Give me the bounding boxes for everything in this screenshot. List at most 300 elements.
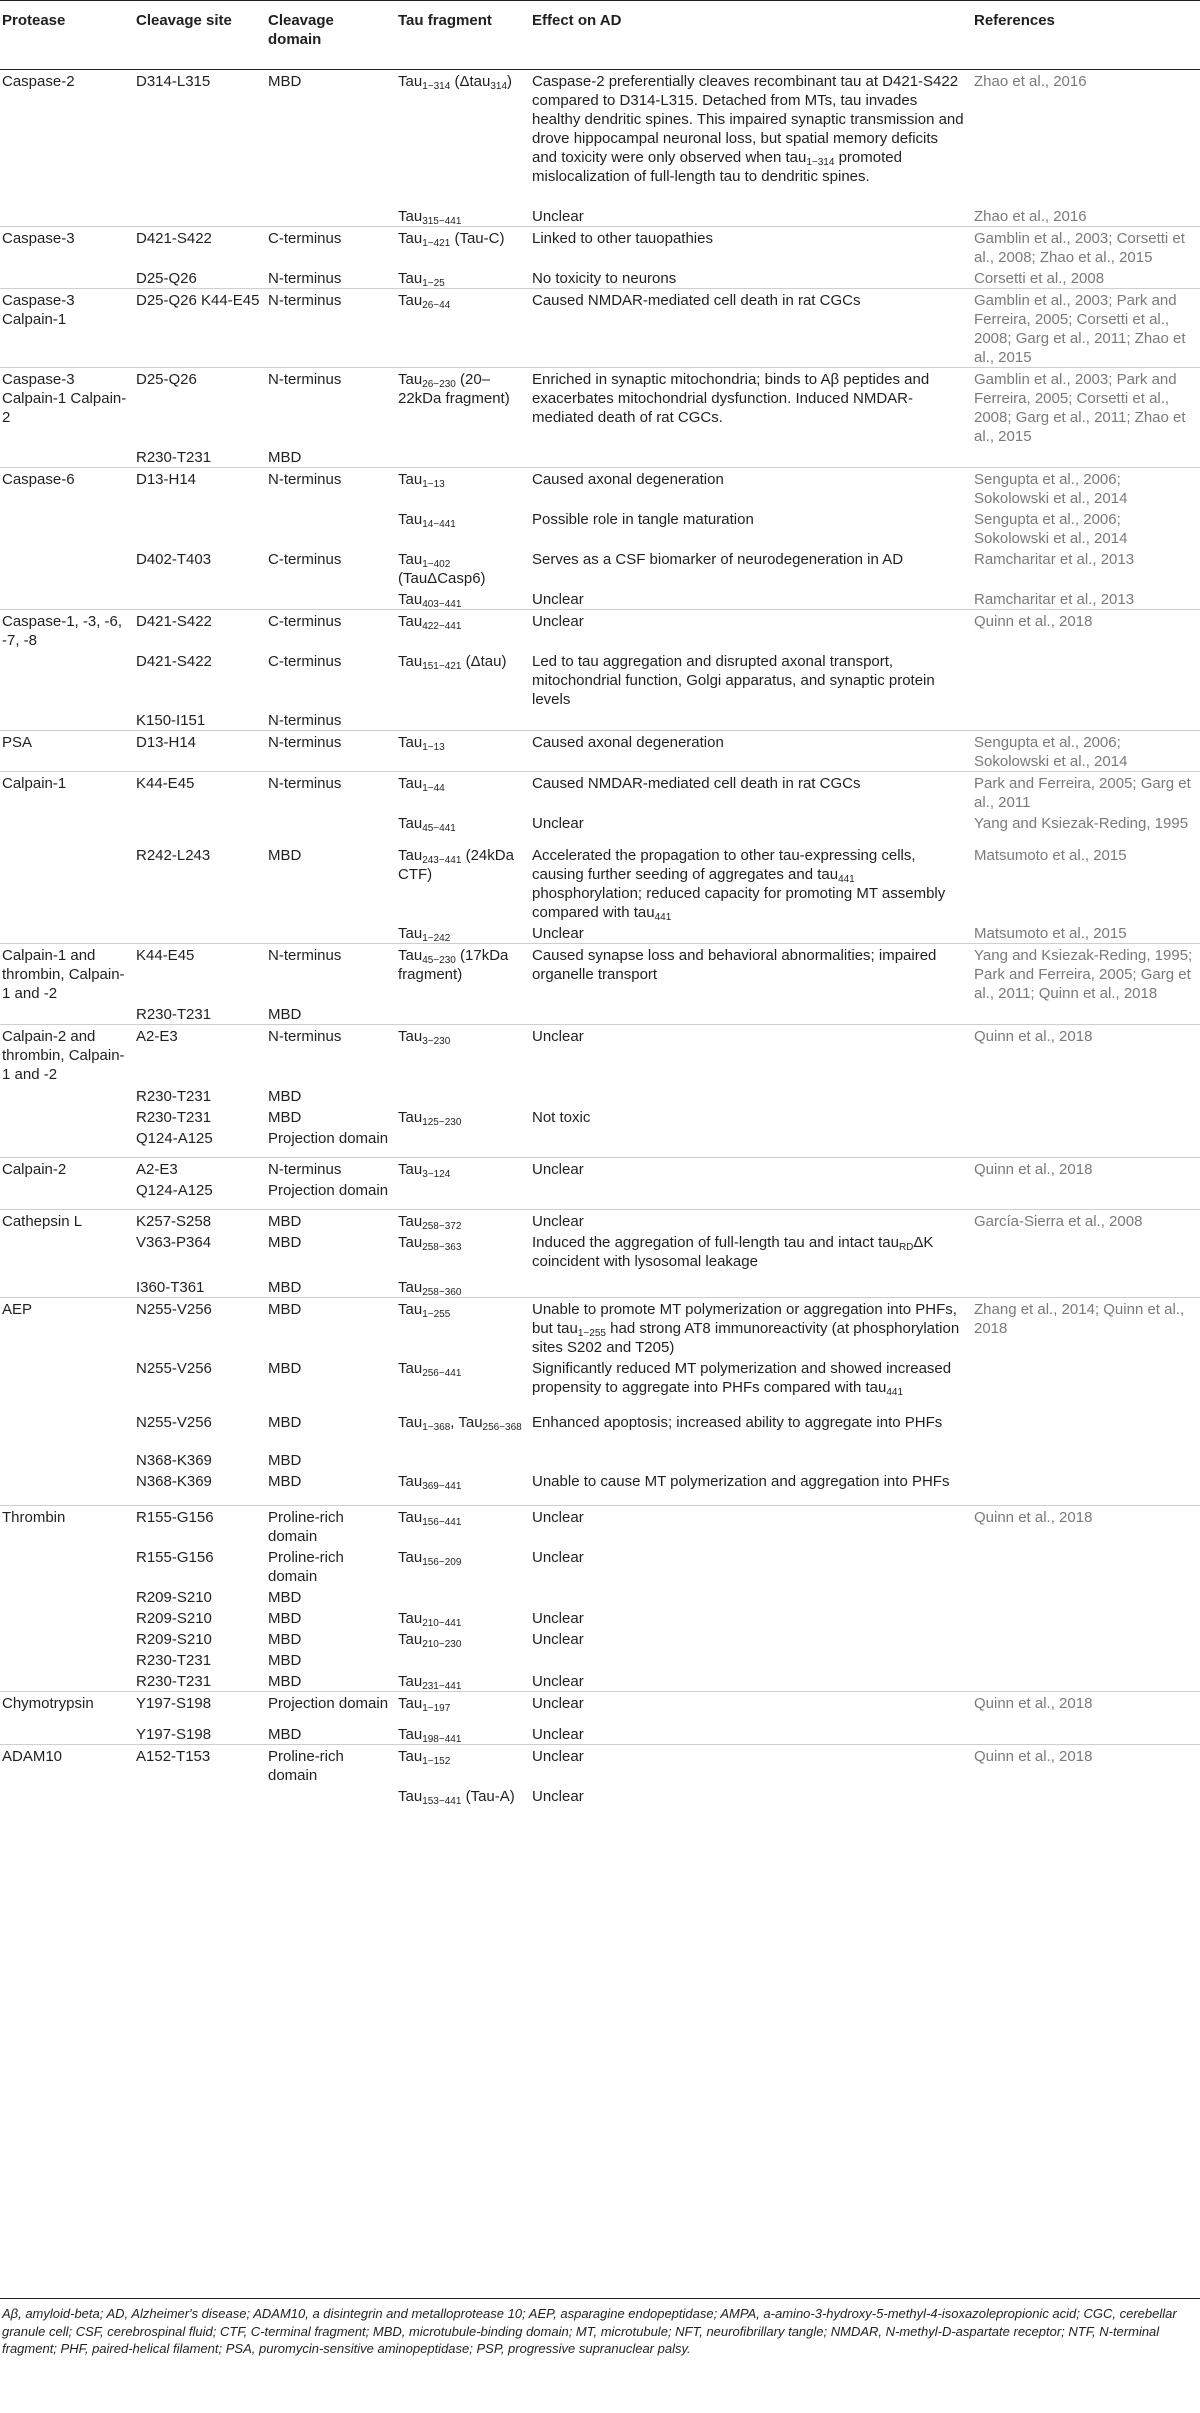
- table-row: [0, 1298, 1200, 1358]
- tau-fragment-cell: Tau$_{210-441}$: [398, 1609, 462, 1628]
- tau-fragment-cell: [394, 1127, 528, 1157]
- table-row: [0, 609, 1200, 650]
- table-row: [0, 1505, 1200, 1546]
- protease-cell: [0, 1670, 132, 1692]
- cleavage-domain-cell: Projection domain: [264, 1691, 394, 1723]
- cleavage-domain-cell: N-terminus: [264, 730, 394, 771]
- cleavage-domain-cell: Proline-rich domain: [264, 1505, 394, 1546]
- table-footnote: Aβ, amyloid-beta; AD, Alzheimer's disease; ADAM10, a disintegrin and metalloprotease 10; AEP, asparagine endopeptidase; AMPA, a-amino-3-hydroxy-5-methyl-4-isoxazolepropionic acid; CGC, cerebellar granule cell; CSF, cerebrospinal fluid; CTF, C-terminal fragment; MBD, microtubule-binding domain; MT, microtubule; NFT, neurofibrillary tangle; NMDAR, N-methyl-D-aspartate receptor; NTF, N-terminal fragment; PHF, paired-helical filament; PSA, puromycin-sensitive aminopeptidase; PSP, progressive supranuclear palsy.: [0, 2298, 1200, 2358]
- cleavage-site-cell: R230-T231: [136, 1672, 212, 1690]
- cleavage-domain-cell: MBD: [268, 1279, 302, 1296]
- effect-cell: Serves as a CSF biomarker of neurodegeneration in AD: [532, 550, 904, 568]
- table-row: [0, 588, 1200, 610]
- table-row: [0, 709, 1200, 731]
- tau-fragment-cell: Tau$_{156-209}$: [398, 1548, 462, 1568]
- cleavage-site-cell: [132, 812, 264, 844]
- reference-cell: Quinn et al., 2018: [970, 1691, 1200, 1723]
- protease-cell: [0, 1106, 132, 1127]
- cleavage-site-cell: [132, 922, 264, 944]
- protease-cell: [0, 508, 132, 548]
- header-cleavage-site: Cleavage site: [132, 1, 264, 70]
- tau-fragment-cell: Tau$_{1-152}$: [394, 1745, 528, 1786]
- reference-cell: [970, 1106, 1200, 1127]
- cleavage-domain-cell: MBD: [264, 1298, 394, 1358]
- protease-cell: Caspase-6: [0, 467, 132, 508]
- reference-cell: Quinn et al., 2018: [970, 1505, 1200, 1546]
- protease-cell: Calpain-2: [0, 1157, 132, 1179]
- reference-cell: [970, 1546, 1200, 1586]
- protease-cell: [0, 205, 132, 227]
- protease-cell: Caspase-3 Calpain-1: [0, 288, 132, 367]
- reference-cell: Matsumoto et al., 2015: [974, 924, 1127, 942]
- cleavage-site-cell: K44-E45: [132, 943, 264, 1003]
- table-row: [0, 1745, 1200, 1786]
- protease-cell: [0, 588, 132, 610]
- cleavage-domain-cell: Projection domain: [268, 1181, 389, 1199]
- reference-cell: Yang and Ksiezak-Reding, 1995; Park and Ferreira, 2005; Garg et al., 2011; Quinn et al., 2018: [970, 943, 1200, 1003]
- table-row: [0, 548, 1200, 588]
- cleavage-domain-cell: C-terminus: [264, 226, 394, 267]
- tau-fragment-cell: Tau$_{231-441}$: [398, 1672, 462, 1691]
- reference-cell: [970, 1179, 1200, 1210]
- tau-fragment-cell: Tau$_{403-441}$: [398, 590, 462, 609]
- tau-fragment-cell: Tau$_{258-372}$: [394, 1210, 528, 1232]
- cleavage-domain-cell: [264, 812, 394, 844]
- effect-cell: Unclear: [532, 1548, 584, 1566]
- tau-fragment-cell: [394, 1003, 528, 1025]
- cleavage-domain-cell: MBD: [264, 70, 394, 205]
- cleavage-site-cell: K150-I151: [136, 711, 206, 729]
- tau-fragment-cell: Tau$_{26-230}$ (20–22kDa fragment): [394, 367, 528, 446]
- cleavage-domain-cell: N-terminus: [264, 1024, 394, 1085]
- protease-cell: [0, 1723, 132, 1745]
- table-row: [0, 1649, 1200, 1670]
- cleavage-domain-cell: MBD: [268, 448, 302, 466]
- protease-cell: [0, 1546, 132, 1586]
- table-row: [0, 812, 1200, 844]
- protease-cell: [0, 1231, 132, 1276]
- cleavage-domain-cell: Proline-rich domain: [268, 1548, 344, 1585]
- cleavage-domain-cell: MBD: [268, 1672, 302, 1690]
- table-row: [0, 1470, 1200, 1505]
- reference-cell: Ramcharitar et al., 2013: [974, 590, 1135, 608]
- reference-cell: [970, 650, 1200, 709]
- tau-fragment-cell: Tau$_{153-441}$ (Tau-A): [398, 1788, 515, 1807]
- cleavage-site-cell: Y197-S198: [136, 1726, 212, 1743]
- tau-fragment-cell: Tau$_{3-124}$: [394, 1157, 528, 1179]
- reference-cell: Quinn et al., 2018: [970, 1024, 1200, 1085]
- protease-cell: [0, 267, 132, 289]
- effect-cell: Unclear: [528, 1505, 970, 1546]
- cleavage-domain-cell: MBD: [268, 846, 302, 864]
- table-row: [0, 1106, 1200, 1127]
- effect-cell: Unclear: [528, 1691, 970, 1723]
- effect-cell: Enriched in synaptic mitochondria; binds to Aβ peptides and exacerbates mitochondrial dysfunction. Induced NMDAR-mediated death of rat CGCs.: [528, 367, 970, 446]
- effect-cell: Induced the aggregation of full-length tau and intact tau$_{RD}$ΔK coincident with lysosomal leakage: [532, 1234, 934, 1270]
- cleavage-site-cell: D13-H14: [132, 730, 264, 771]
- tau-fragment-cell: Tau$_{198-441}$: [398, 1726, 462, 1745]
- table-row: [0, 467, 1200, 508]
- reference-cell: [970, 1470, 1200, 1505]
- tau-fragment-cell: Tau$_{258-363}$: [398, 1234, 462, 1253]
- tau-fragment-cell: Tau$_{422-441}$: [394, 609, 528, 650]
- protease-cell: [0, 1357, 132, 1411]
- reference-cell: Quinn et al., 2018: [970, 1157, 1200, 1179]
- effect-cell: Unclear: [532, 814, 584, 832]
- effect-cell: Not toxic: [532, 1109, 591, 1126]
- effect-cell: Linked to other tauopathies: [528, 226, 970, 267]
- protease-cell: [0, 812, 132, 844]
- tau-fragment-cell: Tau$_{1-368}$, Tau$_{256-368}$: [398, 1414, 522, 1433]
- cleavage-domain-cell: N-terminus: [268, 711, 342, 729]
- effect-cell: [528, 1649, 970, 1670]
- reference-cell: Yang and Ksiezak-Reding, 1995: [974, 814, 1189, 832]
- cleavage-site-cell: D421-S422: [132, 609, 264, 650]
- protease-cell: [0, 1586, 132, 1607]
- cleavage-domain-cell: [264, 588, 394, 610]
- protease-cell: [0, 1276, 132, 1298]
- cleavage-domain-cell: MBD: [268, 1005, 302, 1023]
- effect-cell: Caused axonal degeneration: [528, 730, 970, 771]
- tau-fragment-cell: [394, 1179, 528, 1210]
- table-row: [0, 1357, 1200, 1411]
- cleavage-site-cell: D25-Q26 K44-E45: [132, 288, 264, 367]
- reference-cell: Gamblin et al., 2003; Corsetti et al., 2008; Zhao et al., 2015: [970, 226, 1200, 267]
- cleavage-domain-cell: [264, 205, 394, 227]
- protease-cell: [0, 1628, 132, 1649]
- table-row: [0, 226, 1200, 267]
- reference-cell: [970, 1785, 1200, 1823]
- cleavage-domain-cell: Projection domain: [268, 1130, 389, 1147]
- cleavage-domain-cell: N-terminus: [264, 288, 394, 367]
- cleavage-domain-cell: C-terminus: [268, 550, 342, 568]
- table-row: [0, 1628, 1200, 1649]
- cleavage-domain-cell: MBD: [268, 1452, 302, 1469]
- cleavage-site-cell: K257-S258: [132, 1210, 264, 1232]
- effect-cell: Unclear: [532, 1609, 584, 1627]
- reference-cell: Sengupta et al., 2006; Sokolowski et al., 2014: [974, 510, 1128, 547]
- cleavage-site-cell: [132, 205, 264, 227]
- protease-cell: [0, 1085, 132, 1106]
- tau-fragment-cell: Tau$_{3-230}$: [394, 1024, 528, 1085]
- effect-cell: [528, 446, 970, 468]
- reference-cell: Zhao et al., 2016: [970, 70, 1200, 205]
- table-row: [0, 70, 1200, 205]
- cleavage-site-cell: Q124-A125: [136, 1130, 213, 1147]
- cleavage-site-cell: Q124-A125: [136, 1181, 213, 1199]
- protease-cell: [0, 1179, 132, 1210]
- cleavage-site-cell: K44-E45: [132, 771, 264, 812]
- protease-cell: Thrombin: [0, 1505, 132, 1546]
- tau-fragment-cell: Tau$_{151-421}$ (Δtau): [398, 652, 507, 672]
- cleavage-site-cell: R209-S210: [136, 1630, 212, 1648]
- cleavage-site-cell: [132, 508, 264, 548]
- reference-cell: [970, 446, 1200, 468]
- table-row: [0, 288, 1200, 367]
- protease-cell: [0, 1649, 132, 1670]
- cleavage-domain-cell: [264, 508, 394, 548]
- tau-fragment-cell: [394, 1449, 528, 1470]
- cleavage-site-cell: R209-S210: [136, 1609, 212, 1627]
- table-row: [0, 267, 1200, 289]
- effect-cell: Unclear: [532, 207, 584, 225]
- cleavage-domain-cell: N-terminus: [264, 1157, 394, 1179]
- reference-cell: [970, 1607, 1200, 1628]
- table-body: [0, 70, 1200, 1824]
- effect-cell: Unclear: [532, 1726, 584, 1743]
- table-header: [0, 1, 1200, 70]
- tau-fragment-cell: Tau$_{243-441}$ (24kDa CTF): [398, 846, 514, 883]
- header-protease: Protease: [0, 1, 132, 70]
- cleavage-site-cell: I360-T361: [136, 1279, 205, 1296]
- cleavage-site-cell: R230-T231: [136, 448, 212, 466]
- effect-cell: Unclear: [532, 1672, 584, 1690]
- tau-fragment-cell: Tau$_{45-441}$: [398, 814, 456, 834]
- cleavage-domain-cell: MBD: [268, 1630, 302, 1648]
- tau-fragment-cell: [394, 709, 528, 731]
- cleavage-site-cell: R209-S210: [136, 1588, 212, 1606]
- table-row: [0, 922, 1200, 944]
- effect-cell: No toxicity to neurons: [532, 269, 677, 287]
- cleavage-site-cell: A2-E3: [132, 1024, 264, 1085]
- table-row: [0, 1723, 1200, 1745]
- protease-cell: Calpain-1: [0, 771, 132, 812]
- header-effect-on-ad: Effect on AD: [528, 1, 970, 70]
- effect-cell: [528, 1276, 970, 1298]
- header-references: References: [970, 1, 1200, 70]
- cleavage-site-cell: N255-V256: [132, 1298, 264, 1358]
- protease-cell: Caspase-3 Calpain-1 Calpain-2: [0, 367, 132, 446]
- reference-cell: [970, 1357, 1200, 1411]
- tau-fragment-cell: Tau$_{369-441}$: [398, 1473, 462, 1492]
- protease-cell: PSA: [0, 730, 132, 771]
- tau-fragment-cell: Tau$_{26-44}$: [394, 288, 528, 367]
- tau-fragment-cell: Tau$_{1-13}$: [394, 467, 528, 508]
- reference-cell: Quinn et al., 2018: [970, 609, 1200, 650]
- table-row: [0, 1127, 1200, 1157]
- reference-cell: Matsumoto et al., 2015: [974, 846, 1127, 864]
- tau-fragment-cell: [394, 1085, 528, 1106]
- effect-cell: Unable to promote MT polymerization or aggregation into PHFs, but tau$_{1-255}$ had strong AT8 immunoreactivity (at phosphorylation sites S202 and T205): [528, 1298, 970, 1358]
- table-row: [0, 1586, 1200, 1607]
- table-row: [0, 446, 1200, 468]
- reference-cell: Gamblin et al., 2003; Park and Ferreira, 2005; Corsetti et al., 2008; Garg et al., 2011; Zhao et al., 2015: [970, 367, 1200, 446]
- table-row: [0, 1003, 1200, 1025]
- cleavage-site-cell: R230-T231: [136, 1088, 212, 1105]
- protease-cell: [0, 1470, 132, 1505]
- effect-cell: Unclear: [532, 1788, 584, 1805]
- cleavage-domain-cell: MBD: [268, 1588, 302, 1606]
- cleavage-domain-cell: MBD: [268, 1726, 302, 1743]
- table-row: [0, 205, 1200, 227]
- effect-cell: Led to tau aggregation and disrupted axonal transport, mitochondrial function, Golgi apparatus, and synaptic protein levels: [532, 652, 935, 708]
- reference-cell: Park and Ferreira, 2005; Garg et al., 2011: [970, 771, 1200, 812]
- protease-cell: [0, 709, 132, 731]
- cleavage-domain-cell: Proline-rich domain: [264, 1745, 394, 1786]
- protease-cell: Chymotrypsin: [0, 1691, 132, 1723]
- table-row: [0, 1210, 1200, 1232]
- tau-fragment-cell: Tau$_{1-242}$: [398, 924, 451, 943]
- tau-fragment-cell: [394, 1649, 528, 1670]
- cleavage-site-cell: R155-G156: [136, 1548, 214, 1566]
- cleavage-domain-cell: MBD: [268, 1414, 302, 1431]
- table-row: [0, 1085, 1200, 1106]
- reference-cell: Zhao et al., 2016: [974, 207, 1087, 225]
- cleavage-site-cell: D13-H14: [132, 467, 264, 508]
- tau-fragment-cell: Tau$_{14-441}$: [398, 510, 456, 530]
- effect-cell: [528, 1085, 970, 1106]
- cleavage-site-cell: D314-L315: [132, 70, 264, 205]
- cleavage-site-cell: D25-Q26: [136, 269, 197, 287]
- tau-fragment-cell: Tau$_{1-25}$: [398, 269, 445, 288]
- table-row: [0, 1024, 1200, 1085]
- cleavage-site-cell: N255-V256: [136, 1360, 212, 1377]
- table-row: [0, 367, 1200, 446]
- reference-cell: [970, 1003, 1200, 1025]
- table-row: [0, 1411, 1200, 1449]
- effect-cell: Unclear: [528, 1157, 970, 1179]
- effect-cell: Unclear: [532, 1630, 584, 1648]
- effect-cell: Enhanced apoptosis; increased ability to aggregate into PHFs: [532, 1414, 943, 1431]
- table-row: [0, 1449, 1200, 1470]
- effect-cell: Caused NMDAR-mediated cell death in rat CGCs: [528, 771, 970, 812]
- tau-fragment-cell: [394, 1586, 528, 1607]
- table-row: [0, 1670, 1200, 1692]
- effect-cell: Caspase-2 preferentially cleaves recombinant tau at D421-S422 compared to D314-L315. Detached from MTs, tau invades healthy dendritic spines. This impaired synaptic transmission and drove hippocampal neuronal loss, but spatial memory deficits and toxicity were only observed when tau$_{1-314}$ promoted mislocalization of full-length tau to dendritic spines.: [528, 70, 970, 205]
- cleavage-site-cell: R230-T231: [136, 1651, 212, 1669]
- tau-fragment-cell: [394, 446, 528, 468]
- reference-cell: [970, 1127, 1200, 1157]
- effect-cell: Unclear: [528, 1210, 970, 1232]
- cleavage-site-cell: [132, 1785, 264, 1823]
- effect-cell: [528, 1003, 970, 1025]
- effect-cell: Unclear: [528, 1024, 970, 1085]
- cleavage-domain-cell: MBD: [268, 1609, 302, 1627]
- cleavage-site-cell: R242-L243: [136, 846, 211, 864]
- protease-cell: Caspase-2: [0, 70, 132, 205]
- reference-cell: Quinn et al., 2018: [970, 1745, 1200, 1786]
- cleavage-site-cell: D421-S422: [136, 652, 212, 670]
- reference-cell: [970, 709, 1200, 731]
- protease-cell: [0, 1127, 132, 1157]
- tau-fragment-cell: Tau$_{1-421}$ (Tau-C): [394, 226, 528, 267]
- protease-cell: [0, 446, 132, 468]
- protease-cell: AEP: [0, 1298, 132, 1358]
- tau-fragment-cell: Tau$_{1-255}$: [394, 1298, 528, 1358]
- table-row: [0, 1179, 1200, 1210]
- tau-fragment-cell: Tau$_{1-197}$: [394, 1691, 528, 1723]
- table-row: [0, 1607, 1200, 1628]
- table-row: [0, 1785, 1200, 1823]
- cleavage-domain-cell: N-terminus: [268, 269, 342, 287]
- cleavage-domain-cell: N-terminus: [264, 771, 394, 812]
- cleavage-site-cell: R230-T231: [136, 1109, 212, 1126]
- effect-cell: Significantly reduced MT polymerization and showed increased propensity to aggregate into PHFs compared with tau$_{441}$: [532, 1360, 952, 1398]
- reference-cell: Sengupta et al., 2006; Sokolowski et al., 2014: [970, 730, 1200, 771]
- reference-cell: García-Sierra et al., 2008: [970, 1210, 1200, 1232]
- cleavage-domain-cell: MBD: [268, 1109, 302, 1126]
- protease-cell: [0, 922, 132, 944]
- table-row: [0, 1276, 1200, 1298]
- table-row: [0, 1157, 1200, 1179]
- protease-cell: Calpain-1 and thrombin, Calpain-1 and -2: [0, 943, 132, 1003]
- cleavage-domain-cell: MBD: [268, 1651, 302, 1669]
- protease-cell: Caspase-3: [0, 226, 132, 267]
- reference-cell: [970, 1628, 1200, 1649]
- protease-cell: [0, 548, 132, 588]
- cleavage-domain-cell: [264, 1785, 394, 1823]
- effect-cell: Unable to cause MT polymerization and aggregation into PHFs: [532, 1473, 950, 1490]
- reference-cell: [970, 1085, 1200, 1106]
- reference-cell: Sengupta et al., 2006; Sokolowski et al., 2014: [970, 467, 1200, 508]
- effect-cell: [528, 709, 970, 731]
- protease-cell: [0, 1785, 132, 1823]
- protease-cell: [0, 650, 132, 709]
- reference-cell: Gamblin et al., 2003; Park and Ferreira, 2005; Corsetti et al., 2008; Garg et al., 2011; Zhao et al., 2015: [970, 288, 1200, 367]
- cleavage-domain-cell: MBD: [268, 1234, 302, 1251]
- tau-fragment-cell: Tau$_{156-441}$: [394, 1505, 528, 1546]
- reference-cell: [970, 1649, 1200, 1670]
- tau-fragment-cell: Tau$_{258-360}$: [398, 1279, 462, 1298]
- effect-cell: Caused axonal degeneration: [528, 467, 970, 508]
- cleavage-domain-cell: C-terminus: [264, 609, 394, 650]
- protease-cell: [0, 844, 132, 922]
- cleavage-site-cell: Y197-S198: [132, 1691, 264, 1723]
- protease-cell: ADAM10: [0, 1745, 132, 1786]
- cleavage-domain-cell: MBD: [268, 1360, 302, 1377]
- reference-cell: Ramcharitar et al., 2013: [974, 550, 1135, 568]
- cleavage-domain-cell: MBD: [268, 1088, 302, 1105]
- header-cleavage-domain: Cleavage domain: [264, 1, 394, 70]
- reference-cell: Corsetti et al., 2008: [974, 269, 1105, 287]
- table-row: [0, 844, 1200, 922]
- tau-fragment-cell: Tau$_{210-230}$: [398, 1630, 462, 1649]
- reference-cell: [970, 1670, 1200, 1692]
- cleavage-site-cell: V363-P364: [136, 1234, 212, 1251]
- tau-fragment-cell: Tau$_{1-13}$: [394, 730, 528, 771]
- cleavage-site-cell: D421-S422: [132, 226, 264, 267]
- table-row: [0, 650, 1200, 709]
- header-row: [0, 1, 1200, 70]
- effect-cell: [528, 1586, 970, 1607]
- cleavage-site-cell: R155-G156: [132, 1505, 264, 1546]
- cleavage-site-cell: A2-E3: [132, 1157, 264, 1179]
- protease-cell: Calpain-2 and thrombin, Calpain-1 and -2: [0, 1024, 132, 1085]
- table-row: [0, 1231, 1200, 1276]
- protease-cell: [0, 1003, 132, 1025]
- table-row: [0, 508, 1200, 548]
- table-row: [0, 943, 1200, 1003]
- cleavage-domain-cell: MBD: [268, 1473, 302, 1490]
- cleavage-site-cell: N368-K369: [136, 1473, 212, 1490]
- reference-cell: [970, 1276, 1200, 1298]
- cleavage-site-cell: N368-K369: [136, 1452, 212, 1469]
- reference-cell: [970, 1449, 1200, 1470]
- tau-fragment-cell: Tau$_{1-314}$ (Δtau$_{314}$): [394, 70, 528, 205]
- protease-cell: [0, 1411, 132, 1449]
- cleavage-domain-cell: [264, 922, 394, 944]
- reference-cell: [970, 1723, 1200, 1745]
- effect-cell: Unclear: [532, 590, 584, 608]
- cleavage-domain-cell: N-terminus: [264, 367, 394, 446]
- tau-fragment-cell: Tau$_{1-44}$: [394, 771, 528, 812]
- cleavage-site-cell: R230-T231: [136, 1005, 212, 1023]
- effect-cell: [528, 1127, 970, 1157]
- effect-cell: [528, 1449, 970, 1470]
- cleavage-domain-cell: N-terminus: [264, 943, 394, 1003]
- cleavage-domain-cell: MBD: [264, 1210, 394, 1232]
- protease-cell: [0, 1449, 132, 1470]
